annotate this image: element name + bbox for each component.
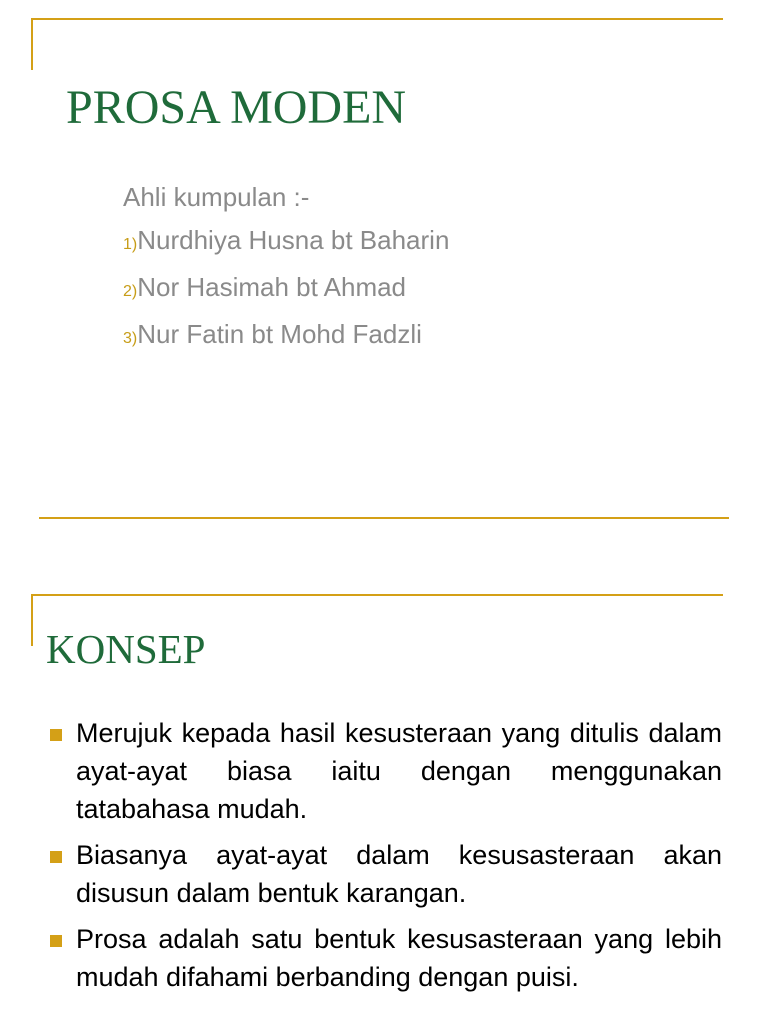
member-number: 3) <box>123 330 138 347</box>
member-number: 2) <box>123 283 138 300</box>
slide-2 <box>0 519 768 1024</box>
slide-title: KONSEP <box>46 626 206 672</box>
square-bullet-icon <box>50 729 62 741</box>
top-border-line <box>31 18 723 20</box>
square-bullet-icon <box>50 935 62 947</box>
member-item <box>123 219 449 266</box>
member-item <box>123 266 449 313</box>
left-border-line <box>31 594 33 646</box>
bullet-text: Biasanya ayat-ayat dalam kesusasteraan akan disusun dalam bentuk karangan. <box>76 840 722 908</box>
bullet-item <box>46 920 722 996</box>
bullet-item <box>46 836 722 912</box>
bullet-item <box>46 714 722 828</box>
member-name: Nurdhiya Husna bt Baharin <box>137 225 450 255</box>
bullet-text: Prosa adalah satu bentuk kesusasteraan yang lebih mudah difahami berbanding dengan puisi. <box>76 924 722 992</box>
member-item <box>123 313 449 360</box>
member-name: Nor Hasimah bt Ahmad <box>137 272 407 302</box>
members-list <box>123 176 449 360</box>
bullet-text: Merujuk kepada hasil kesusteraan yang ditulis dalam ayat-ayat biasa iaitu dengan menggunakan tatabahasa mudah. <box>76 718 722 824</box>
members-heading: Ahli kumpulan :- <box>123 182 310 212</box>
left-border-line <box>31 18 33 70</box>
square-bullet-icon <box>50 851 62 863</box>
bullet-list <box>46 714 722 1004</box>
top-border-line <box>31 594 723 596</box>
member-number: 1) <box>123 236 138 253</box>
slide-title: PROSA MODEN <box>66 81 407 134</box>
member-name: Nur Fatin bt Mohd Fadzli <box>137 319 422 349</box>
